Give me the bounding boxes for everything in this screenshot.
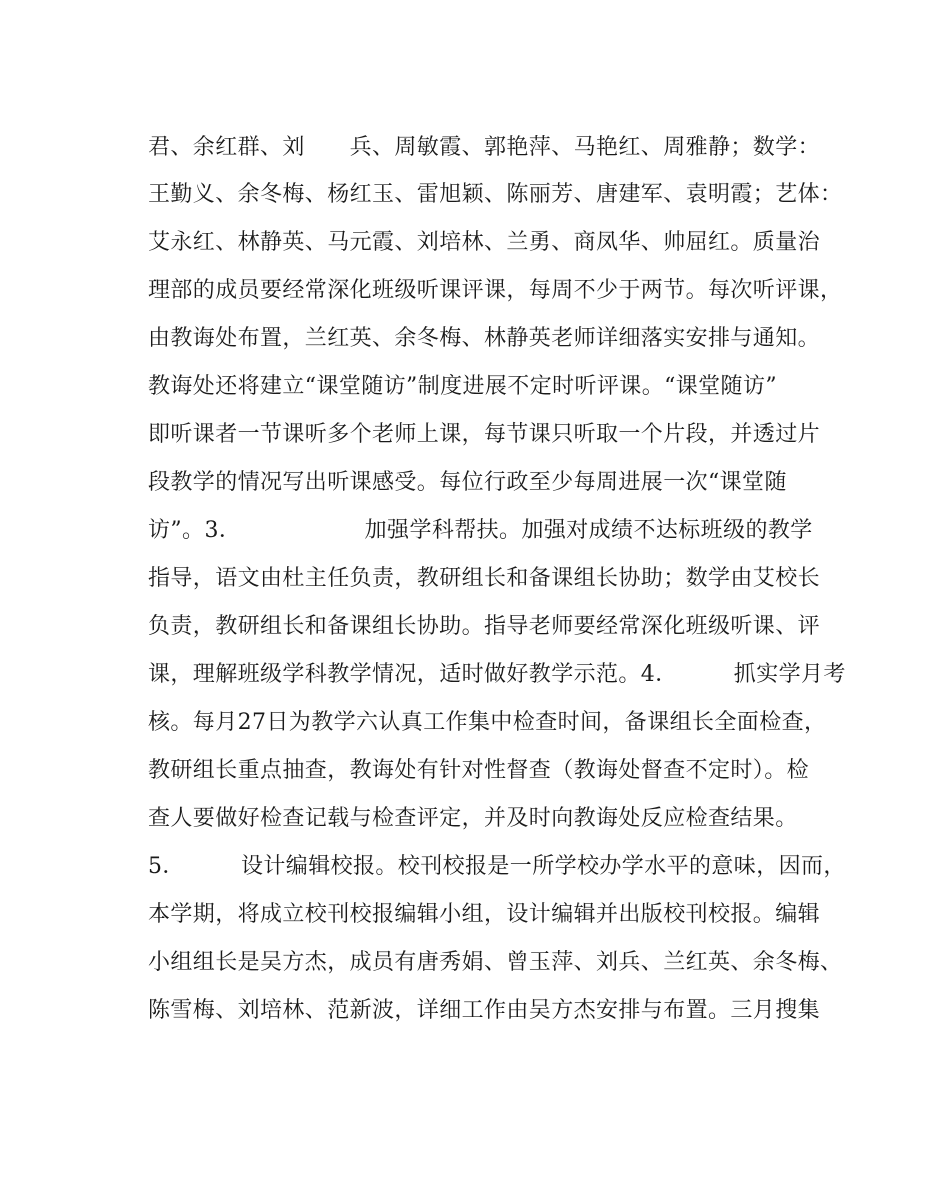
text-line: 核。每月27日为教学六认真工作集中检查时间，备课组长全面检查， [148,710,827,735]
text-line: 王勤义、余冬梅、杨红玉、雷旭颖、陈丽芳、唐建军、袁明霞；艺体： [148,182,843,207]
text-line: 即听课者一节课听多个老师上课，每节课只听取一个片段，并透过片 [148,422,821,447]
text-line: 理部的成员要经常深化班级听课评课，每周不少于两节。每次听评课， [148,278,843,303]
text-line: 教研组长重点抽查，教诲处有针对性督查（教诲处督查不定时）。检 [148,758,810,783]
text-line: 访”。3． 加强学科帮扶。加强对成绩不达标班级的教学 [148,518,813,543]
text-line: 5． 设计编辑校报。校刊校报是一所学校办学水平的意味，因而， [148,854,846,879]
text-line: 陈雪梅、刘培林、范新波，详细工作由吴方杰安排与布置。三月搜集 [148,998,821,1023]
text-line: 本学期，将成立校刊校报编辑小组，设计编辑并出版校刊校报。编辑 [148,902,821,927]
text-line: 小组组长是吴方杰，成员有唐秀娟、曾玉萍、刘兵、兰红英、余冬梅、 [148,950,843,975]
text-line: 君、余红群、刘 兵、周敏霞、郭艳萍、马艳红、周雅静；数学： [148,135,821,160]
text-line: 课，理解班级学科教学情况，适时做好教学示范。4． 抓实学月考 [148,662,846,687]
text-line: 教诲处还将建立“课堂随访”制度进展不定时听评课。“课堂随访” [148,374,777,399]
text-line: 由教诲处布置，兰红英、余冬梅、林静英老师详细落实安排与通知。 [148,326,821,351]
text-line: 指导，语文由杜主任负责，教研组长和备课组长协助；数学由艾校长 [148,566,821,591]
text-line: 负责，教研组长和备课组长协助。指导老师要经常深化班级听课、评 [148,614,821,639]
text-line: 艾永红、林静英、马元霞、刘培林、兰勇、商凤华、帅屈红。质量治 [148,230,821,255]
text-line: 段教学的情况写出听课感受。每位行政至少每周进展一次“课堂随 [148,470,787,495]
text-line: 查人要做好检查记载与检查评定，并及时向教诲处反应检查结果。 [148,806,798,831]
